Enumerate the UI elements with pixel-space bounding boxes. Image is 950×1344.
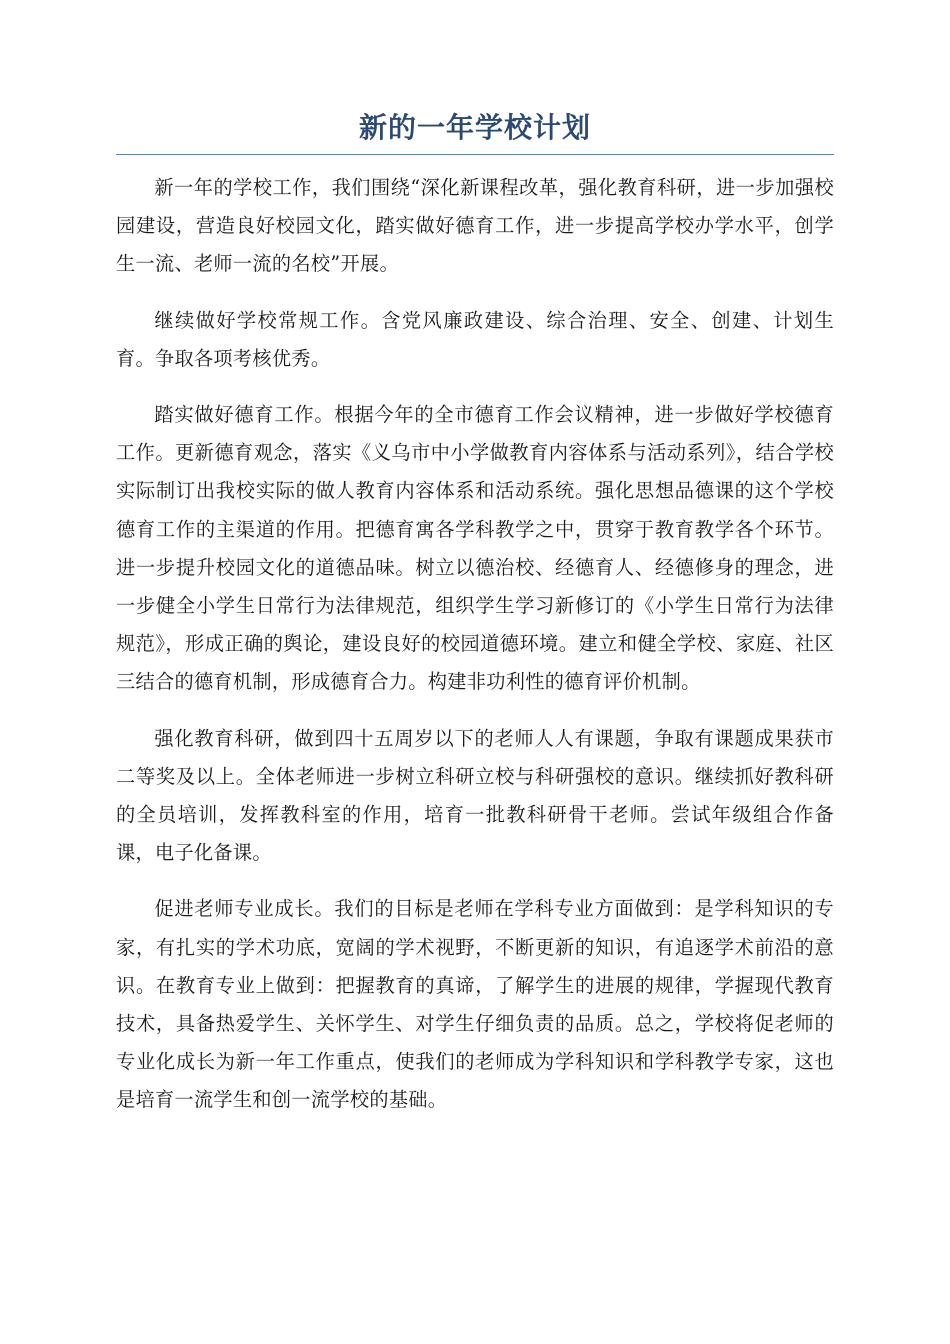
paragraph-teacher-growth: 促进老师专业成长。我们的目标是老师在学科专业方面做到：是学科知识的专家，有扎实的学术功底，宽阔的学术视野，不断更新的知识，有追逐学术前沿的意识。在教育专业上做到：把握教育的真谛，了解学生的进展的规律，学握现代教育技术，具备热爱学生、关怀学生、对学生仔细负责的品质。总之，学校将促老师的专业化成长为新一年工作重点，使我们的老师成为学科知识和学科教学专家，这也是培育一流学生和创一流学校的基础。 bbox=[116, 897, 834, 1112]
title-underline bbox=[116, 154, 834, 155]
paragraph-education-research: 强化教育科研，做到四十五周岁以下的老师人人有课题，争取有课题成果获市二等奖及以上。全体老师进一步树立科研立校与科研强校的意识。继续抓好教科研的全员培训，发挥教科室的作用，培育一批教科研骨干老师。尝试年级组合作备课，电子化备课。 bbox=[116, 726, 834, 865]
document-page bbox=[116, 108, 834, 1138]
document-title: 新的一年学校计划 bbox=[358, 111, 591, 144]
paragraph-moral-education: 踏实做好德育工作。根据今年的全市德育工作会议精神，进一步做好学校德育工作。更新德育观念，落实《义乌市中小学做教育内容体系与活动系列》，结合学校实际制订出我校实际的做人教育内容体系和活动系统。强化思想品德课的这个学校德育工作的主渠道的作用。把德育寓各学科教学之中，贯穿于教育教学各个环节。进一步提升校园文化的道德品味。树立以德治校、经德育人、经德修身的理念，进一步健全小学生日常行为法律规范，组织学生学习新修订的《小学生日常行为法律规范》，形成正确的舆论，建设良好的校园道德环境。建立和健全学校、家庭、社区三结合的德育机制，形成德育合力。构建非功利性的德育评价机制。 bbox=[116, 403, 834, 694]
paragraph-intro: 新一年的学校工作，我们围绕“深化新课程改革，强化教育科研，进一步加强校园建设，营造良好校园文化，踏实做好德育工作，进一步提高学校办学水平，创学生一流、老师一流的名校”开展。 bbox=[116, 176, 834, 276]
paragraph-routine-work: 继续做好学校常规工作。含党风廉政建设、综合治理、安全、创建、计划生育。争取各项考核优秀。 bbox=[116, 308, 834, 370]
